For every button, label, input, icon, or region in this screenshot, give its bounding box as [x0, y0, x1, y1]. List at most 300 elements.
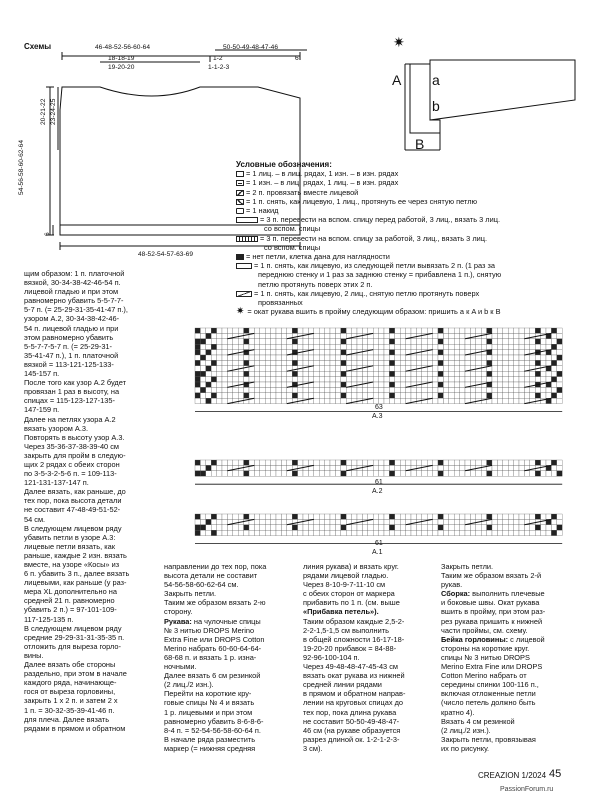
chart-cell [325, 530, 330, 535]
chart-cell [535, 377, 540, 382]
chart-cell [535, 344, 540, 349]
chart-cell [260, 465, 265, 470]
text-line: сторону. [164, 607, 193, 617]
chart-cell [411, 387, 416, 392]
text-line: лицевой гладью и при этом [24, 287, 119, 297]
chart-cell [508, 398, 513, 403]
chart-cell [227, 530, 232, 535]
chart-cell [470, 344, 475, 349]
chart-cell [497, 530, 502, 535]
chart-cell [352, 355, 357, 360]
chart-cell [443, 530, 448, 535]
chart-cell [238, 530, 243, 535]
chart-cell [222, 530, 227, 535]
chart-cell [265, 460, 270, 465]
chart-cell [519, 530, 524, 535]
chart-cell [530, 360, 535, 365]
chart-cell [438, 333, 443, 338]
chart-cell [422, 460, 427, 465]
chart-cell [443, 339, 448, 344]
chart-cell [487, 355, 492, 360]
chart-cell [487, 530, 492, 535]
chart-cell [249, 460, 254, 465]
chart-cell [514, 333, 519, 338]
text-line: Таким же образом вязать 2-ю [164, 598, 266, 608]
chart-cell [551, 377, 556, 382]
text-line: Вязать 4 см резинкой [441, 716, 515, 726]
chart-cell [524, 355, 529, 360]
chart-cell [281, 350, 286, 355]
chart-cell [222, 366, 227, 371]
chart-cell [454, 519, 459, 524]
chart-cell [217, 333, 222, 338]
text-line: части проймы, см. схему. [441, 625, 528, 635]
chart-cell [362, 344, 367, 349]
chart-cell [487, 514, 492, 519]
chart-cell [400, 393, 405, 398]
chart-cell [487, 460, 492, 465]
chart-cell [335, 360, 340, 365]
chart-cell [206, 377, 211, 382]
chart-cell [492, 339, 497, 344]
chart-cell [206, 355, 211, 360]
chart-cell [492, 530, 497, 535]
chart-cell [389, 344, 394, 349]
text-line: «Прибавка петель»). [303, 607, 379, 617]
chart-cell [325, 360, 330, 365]
chart-cell [362, 328, 367, 333]
chart-cell [254, 519, 259, 524]
chart-cell [319, 387, 324, 392]
chart-cell [303, 344, 308, 349]
chart-cell [481, 525, 486, 530]
chart-cell [254, 377, 259, 382]
chart-cell [454, 530, 459, 535]
chart-cell [503, 393, 508, 398]
chart-cell [314, 393, 319, 398]
chart-cell [492, 382, 497, 387]
chart-cell [449, 398, 454, 403]
text-line: включая отложенные петли [441, 689, 536, 699]
chart-cell [368, 525, 373, 530]
chart-cell [292, 355, 297, 360]
chart-cell [335, 377, 340, 382]
chart-cell [373, 382, 378, 387]
chart-cell [492, 350, 497, 355]
chart-cell [292, 393, 297, 398]
chart-cell [481, 387, 486, 392]
chart-cell [470, 387, 475, 392]
chart-cell [389, 460, 394, 465]
legend-item: петлю протянуть поверх этих 2 п. [258, 279, 373, 289]
chart-cell [373, 366, 378, 371]
chart-cell [276, 328, 281, 333]
chart-cell [217, 393, 222, 398]
chart-cell [281, 460, 286, 465]
chart-cell [433, 460, 438, 465]
chart-cell [325, 355, 330, 360]
chart-cell [443, 465, 448, 470]
chart-cell [254, 393, 259, 398]
chart-cell [357, 355, 362, 360]
chart-cell [384, 525, 389, 530]
chart-cell [271, 398, 276, 403]
chart-cell [335, 344, 340, 349]
chart-cell [265, 387, 270, 392]
text-line: Merino набрать 60-60-64-64- [164, 643, 262, 653]
text-line: 8-4 п. = 52-54-56-58-60-64 п. [164, 725, 261, 735]
chart-cell [503, 355, 508, 360]
chart-cell [373, 471, 378, 476]
chart-cell [200, 525, 205, 530]
chart-cell [449, 465, 454, 470]
chart-cell [497, 344, 502, 349]
chart-cell [530, 371, 535, 376]
chart-cell [470, 393, 475, 398]
chart-cell [292, 328, 297, 333]
chart-cell [438, 360, 443, 365]
chart-cell [303, 360, 308, 365]
chart-cell [427, 371, 432, 376]
dim-sleeve-b: 1-1-2-3 [208, 64, 230, 71]
chart-cell [379, 460, 384, 465]
chart-cell [276, 398, 281, 403]
chart-cell [406, 344, 411, 349]
chart-cell [389, 471, 394, 476]
chart-cell [416, 371, 421, 376]
text-line: 35-41-47 п.), 1 п. платочной [24, 350, 119, 360]
chart-cell [335, 519, 340, 524]
chart-cell [211, 393, 216, 398]
chart-cell [476, 355, 481, 360]
chart-cell [346, 393, 351, 398]
chart-cell [411, 339, 416, 344]
chart-cell [481, 471, 486, 476]
legend-item: = окат рукава вшить в пройму следующим образом: пришить a к A и b к B [247, 307, 501, 317]
chart-cell [303, 393, 308, 398]
legend-item: переднюю стенку и 1 раз за заднюю стенку = прибавлена 1 п.), снятую [258, 270, 502, 280]
chart-cell [551, 465, 556, 470]
chart-cell [454, 398, 459, 403]
chart-cell [557, 382, 562, 387]
text-line: 54-56-58-60-62-64 см. [164, 580, 239, 590]
chart-cell [422, 360, 427, 365]
chart-cell [352, 393, 357, 398]
chart-cell [514, 360, 519, 365]
chart-cell [449, 460, 454, 465]
chart-cell [276, 360, 281, 365]
chart-cell [514, 382, 519, 387]
chart-cell [519, 398, 524, 403]
chart-cell [271, 514, 276, 519]
chart-cell [287, 471, 292, 476]
chart-cell [530, 525, 535, 530]
dim-sleeve-a: 1-2 [213, 55, 223, 62]
text-line: 5-7 п. (= 25-29-31-35-41-47 п.), [24, 305, 128, 315]
chart-cell [368, 371, 373, 376]
chart-cell [384, 333, 389, 338]
chart-cell [530, 460, 535, 465]
chart-cell [341, 333, 346, 338]
chart-cell [406, 525, 411, 530]
chart-cell [551, 333, 556, 338]
chart-cell [249, 387, 254, 392]
chart-cell [346, 371, 351, 376]
chart-cell [433, 333, 438, 338]
chart-cell [335, 460, 340, 465]
chart-cell [292, 387, 297, 392]
chart-cell [200, 355, 205, 360]
chart-cell [352, 360, 357, 365]
chart-cell [287, 344, 292, 349]
chart-cell [308, 387, 313, 392]
chart-cell [265, 328, 270, 333]
chart-cell [373, 530, 378, 535]
text-line: Закрыть петли. [164, 589, 217, 599]
chart-a2-name: A.2 [372, 488, 383, 495]
text-line: закрыть для пройм в следую- [24, 450, 126, 460]
chart-cell [400, 460, 405, 465]
chart-cell [433, 471, 438, 476]
chart-cell [438, 328, 443, 333]
chart-cell [546, 471, 551, 476]
chart-cell [508, 339, 513, 344]
chart-cell [238, 355, 243, 360]
chart-cell [514, 514, 519, 519]
chart-cell [503, 398, 508, 403]
chart-cell [325, 514, 330, 519]
chart-cell [460, 328, 465, 333]
chart-cell [551, 350, 556, 355]
chart-cell [292, 360, 297, 365]
chart-cell [254, 339, 259, 344]
chart-cell [443, 393, 448, 398]
chart-cell [211, 355, 216, 360]
dim-side-rib: 6 [44, 232, 51, 236]
chart-cell [433, 530, 438, 535]
chart-cell [276, 339, 281, 344]
chart-cell [449, 333, 454, 338]
chart-cell [287, 530, 292, 535]
chart-cell [319, 393, 324, 398]
chart-cell [551, 328, 556, 333]
chart-cell [325, 366, 330, 371]
chart-cell [433, 382, 438, 387]
chart-cell [389, 514, 394, 519]
chart-cell [298, 393, 303, 398]
chart-cell [200, 366, 205, 371]
chart-cell [330, 366, 335, 371]
chart-cell [195, 371, 200, 376]
text-line: В следующем лицевом ряду [24, 523, 122, 533]
chart-cell [233, 387, 238, 392]
star-icon: ✷ [236, 306, 245, 318]
dim-sleeve-top: 50-50-49-48-47-46 [223, 44, 278, 51]
chart-cell [222, 339, 227, 344]
chart-cell [287, 525, 292, 530]
chart-cell [546, 377, 551, 382]
chart-cell [222, 350, 227, 355]
chart-cell [476, 339, 481, 344]
chart-cell [422, 514, 427, 519]
chart-cell [508, 465, 513, 470]
chart-cell [352, 377, 357, 382]
chart-cell [411, 530, 416, 535]
chart-cell [497, 333, 502, 338]
chart-cell [335, 387, 340, 392]
chart-cell [276, 530, 281, 535]
chart-cell [508, 382, 513, 387]
legend-item: = 1 п. снять, как лицевую, из следующей петли вывязать 2 п. (1 раз за [254, 261, 495, 271]
chart-cell [541, 360, 546, 365]
chart-cell [487, 360, 492, 365]
chart-cell [271, 339, 276, 344]
chart-cell [438, 344, 443, 349]
chart-cell [292, 371, 297, 376]
chart-cell [373, 398, 378, 403]
chart-cell [497, 525, 502, 530]
text-line: (2 лиц./2 изн.). [164, 680, 214, 690]
chart-cell [352, 530, 357, 535]
chart-cell [265, 393, 270, 398]
chart-cell [271, 328, 276, 333]
chart-cell [379, 398, 384, 403]
chart-cell [433, 366, 438, 371]
chart-cell [535, 525, 540, 530]
chart-cell [443, 350, 448, 355]
chart-cell [406, 387, 411, 392]
chart-cell [233, 355, 238, 360]
chart-cell [368, 328, 373, 333]
chart-cell [416, 355, 421, 360]
chart-cell [449, 366, 454, 371]
chart-cell [276, 525, 281, 530]
chart-cell [287, 393, 292, 398]
chart-cell [476, 514, 481, 519]
chart-cell [379, 339, 384, 344]
chart-cell [368, 360, 373, 365]
chart-cell [260, 355, 265, 360]
chart-cell [530, 328, 535, 333]
chart-cell [206, 366, 211, 371]
text-line: 46 см (на рукаве образуется [303, 725, 401, 735]
chart-cell [373, 339, 378, 344]
chart-cell [541, 460, 546, 465]
chart-cell [308, 514, 313, 519]
legend-item: = 2 п. провязать вместе лицевой [246, 187, 359, 197]
chart-cell [476, 530, 481, 535]
chart-cell [384, 366, 389, 371]
text-line: 6 п. убавить 3 п., далее вязать [24, 569, 130, 579]
chart-cell [465, 393, 470, 398]
chart-cell [303, 377, 308, 382]
chart-cell [530, 387, 535, 392]
chart-cell [325, 465, 330, 470]
chart-cell [541, 339, 546, 344]
chart-cell [195, 350, 200, 355]
chart-cell [335, 339, 340, 344]
chart-cell [330, 471, 335, 476]
chart-cell [557, 387, 562, 392]
chart-cell [314, 519, 319, 524]
chart-cell [330, 525, 335, 530]
chart-cell [384, 398, 389, 403]
chart-cell [217, 360, 222, 365]
chart-cell [470, 328, 475, 333]
chart-cell [395, 465, 400, 470]
chart-cell [492, 333, 497, 338]
chart-cell [281, 328, 286, 333]
chart-cell [551, 471, 556, 476]
chart-cell [395, 387, 400, 392]
chart-cell [200, 460, 205, 465]
chart-cell [449, 471, 454, 476]
chart-cell [222, 382, 227, 387]
chart-cell [195, 514, 200, 519]
chart-cell [362, 371, 367, 376]
chart-cell [211, 377, 216, 382]
chart-cell [427, 460, 432, 465]
chart-cell [195, 355, 200, 360]
text-line: середины спинки 100-116 п., [441, 680, 539, 690]
chart-cell [281, 519, 286, 524]
text-line: лицевыми, как раньше (у раз- [24, 578, 127, 588]
chart-cell [389, 360, 394, 365]
chart-cell [492, 387, 497, 392]
chart-cell [308, 530, 313, 535]
text-line: средней линии рядами [303, 680, 382, 690]
chart-cell [335, 393, 340, 398]
chart-cell [443, 525, 448, 530]
chart-cell [211, 471, 216, 476]
chart-cell [384, 371, 389, 376]
chart-cell [438, 514, 443, 519]
chart-cell [211, 382, 216, 387]
chart-cell [319, 360, 324, 365]
chart-cell [400, 525, 405, 530]
chart-cell [384, 328, 389, 333]
text-line: кратно 4). [441, 707, 475, 717]
chart-cell [276, 350, 281, 355]
chart-cell [206, 519, 211, 524]
chart-cell [260, 460, 265, 465]
chart-cell [541, 355, 546, 360]
chart-cell [330, 333, 335, 338]
chart-cell [384, 344, 389, 349]
chart-cell [314, 398, 319, 403]
text-line: рядами лицевой гладью. [303, 571, 389, 581]
chart-cell [227, 460, 232, 465]
chart-cell [206, 382, 211, 387]
chart-cell [222, 387, 227, 392]
chart-cell [281, 360, 286, 365]
chart-cell [206, 328, 211, 333]
chart-cell [400, 360, 405, 365]
chart-cell [346, 344, 351, 349]
chart-cell [395, 377, 400, 382]
chart-cell [508, 377, 513, 382]
chart-cell [276, 460, 281, 465]
chart-cell [271, 471, 276, 476]
chart-cell [200, 328, 205, 333]
chart-cell [384, 377, 389, 382]
chart-cell [492, 519, 497, 524]
text-line: лении на круговых спицах до [303, 698, 403, 708]
chart-cell [551, 519, 556, 524]
chart-cell [535, 393, 540, 398]
chart-cell [406, 460, 411, 465]
chart-cell [400, 355, 405, 360]
